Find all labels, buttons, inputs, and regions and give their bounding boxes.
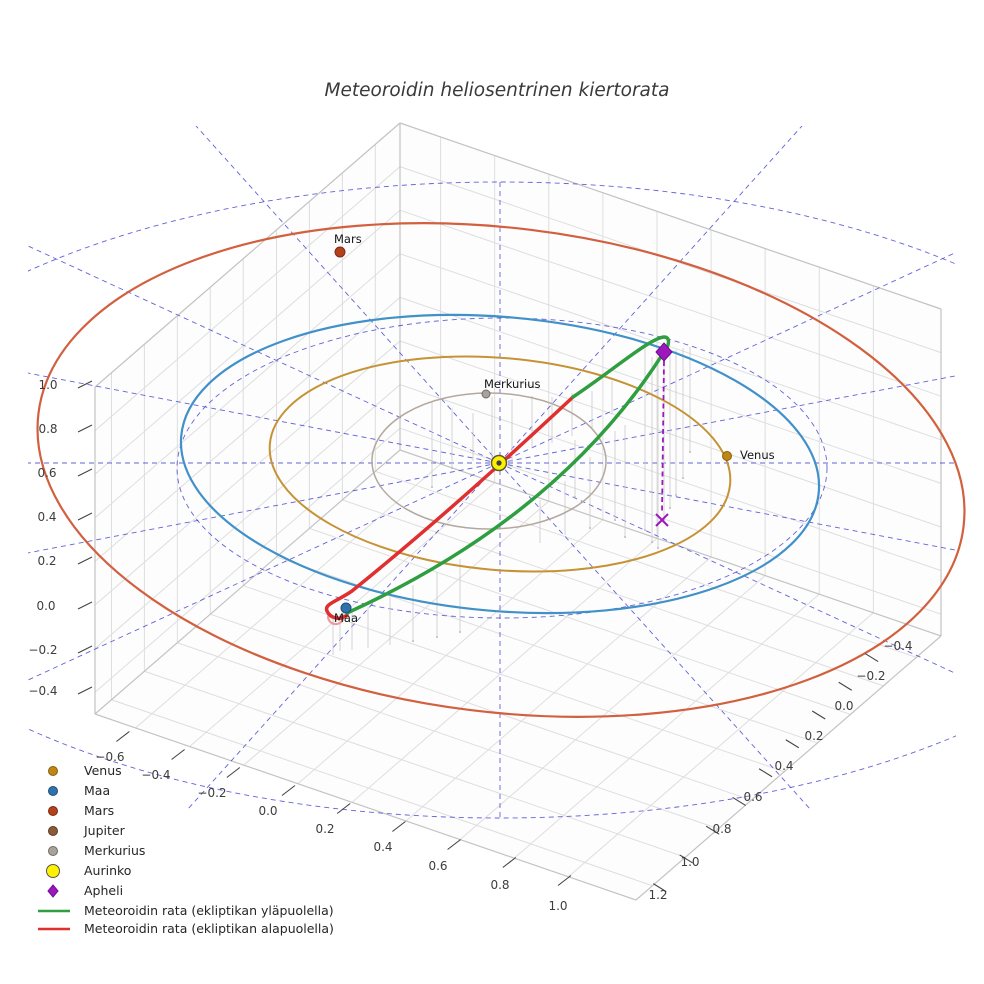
stem-tip-dot <box>675 494 677 496</box>
z-tick-dash <box>78 469 92 476</box>
stem-tip-dot <box>574 496 576 498</box>
stem-tip-dot <box>682 477 684 479</box>
y-tick-label: 0.4 <box>774 759 794 773</box>
maa-label: Maa <box>334 611 359 625</box>
x-tick-label: −0.6 <box>95 750 125 764</box>
y-tick-label: 0.0 <box>834 699 854 713</box>
y-tick-label: −0.4 <box>883 639 913 653</box>
legend-label: Maa <box>84 783 111 798</box>
legend-label: Mars <box>84 803 115 818</box>
stem-tip-dot <box>511 460 513 462</box>
legend-label: Venus <box>84 763 122 778</box>
stem-tip-dot <box>459 631 461 633</box>
x-tick-label: 0.4 <box>373 840 393 854</box>
y-tick-label: −0.2 <box>856 669 886 683</box>
z-tick-label: 0.6 <box>37 466 57 480</box>
y-tick-label: 1.0 <box>680 855 700 869</box>
mars-marker <box>335 247 345 257</box>
y-tick-label: 0.6 <box>743 790 763 804</box>
x-tick-dash <box>448 840 461 850</box>
stem-tip-dot <box>669 507 671 509</box>
legend-marker-apheli <box>48 885 58 897</box>
legend-label: Apheli <box>84 883 124 898</box>
x-tick-label: 1.0 <box>548 899 568 913</box>
z-tick-label: −0.4 <box>28 684 58 698</box>
y-tick-label: 1.2 <box>648 888 668 902</box>
legend-marker-merkurius <box>49 847 58 856</box>
stem-tip-dot <box>436 636 438 638</box>
stem-tip-dot <box>614 519 616 521</box>
x-tick-dash <box>116 732 129 742</box>
legend-marker-venus <box>49 767 58 776</box>
z-tick-label: −0.2 <box>28 643 58 657</box>
legend-label: Jupiter <box>84 823 125 838</box>
legend-label: Meteoroidin rata (ekliptikan yläpuolella) <box>84 903 334 918</box>
x-tick-dash <box>503 858 516 868</box>
merkurius-marker <box>482 390 490 398</box>
z-tick-dash <box>78 687 92 694</box>
x-tick-label: 0.6 <box>428 859 448 873</box>
stem-tip-dot <box>431 486 433 488</box>
z-tick-label: 0.8 <box>38 422 58 436</box>
legend-label: Meteoroidin rata (ekliptikan alapuolella) <box>84 921 334 936</box>
legend-label: Merkurius <box>84 843 146 858</box>
x-tick-label: 0.0 <box>258 804 278 818</box>
legend-marker-maa <box>49 787 58 796</box>
legend-marker-jupiter <box>49 827 58 836</box>
merkurius-label: Merkurius <box>484 377 541 391</box>
stem-tip-dot <box>451 467 453 469</box>
z-tick-dash <box>78 602 92 609</box>
sun-core-dot <box>496 460 501 465</box>
stem-tip-dot <box>412 640 414 642</box>
y-tick-label: 0.8 <box>712 822 732 836</box>
z-tick-label: 0.4 <box>37 510 57 524</box>
mars-label: Mars <box>334 232 362 246</box>
stem-tip-dot <box>624 536 626 538</box>
venus-marker <box>723 452 732 461</box>
venus-label: Venus <box>740 448 775 462</box>
stem-tip-dot <box>589 527 591 529</box>
stem-tip-dot <box>651 541 653 543</box>
z-tick-label: 0.0 <box>36 599 56 613</box>
z-tick-label: 0.2 <box>37 554 57 568</box>
legend-marker-aurinko <box>47 865 60 878</box>
x-tick-label: −0.4 <box>141 768 171 782</box>
x-tick-dash <box>227 768 240 778</box>
x-tick-dash <box>337 804 350 814</box>
x-tick-label: −0.2 <box>197 786 227 800</box>
x-tick-label: 0.2 <box>315 822 335 836</box>
legend-label: Aurinko <box>84 863 132 878</box>
x-tick-dash <box>282 786 295 796</box>
stem-tip-dot <box>657 547 659 549</box>
legend <box>38 763 334 936</box>
z-tick-dash <box>78 425 92 432</box>
x-tick-dash <box>172 750 185 760</box>
x-tick-dash <box>392 822 405 832</box>
y-tick-label: 0.2 <box>804 729 824 743</box>
z-tick-label: 1.0 <box>38 378 58 392</box>
chart-title: Meteoroidin heliosentrinen kiertorata <box>324 80 670 101</box>
z-tick-dash <box>78 557 92 564</box>
x-tick-dash <box>558 876 571 886</box>
stem-tip-dot <box>689 451 691 453</box>
legend-marker-mars <box>49 807 58 816</box>
x-tick-label: 0.8 <box>490 878 510 892</box>
stem-tip-dot <box>644 529 646 531</box>
z-tick-dash <box>78 513 92 520</box>
